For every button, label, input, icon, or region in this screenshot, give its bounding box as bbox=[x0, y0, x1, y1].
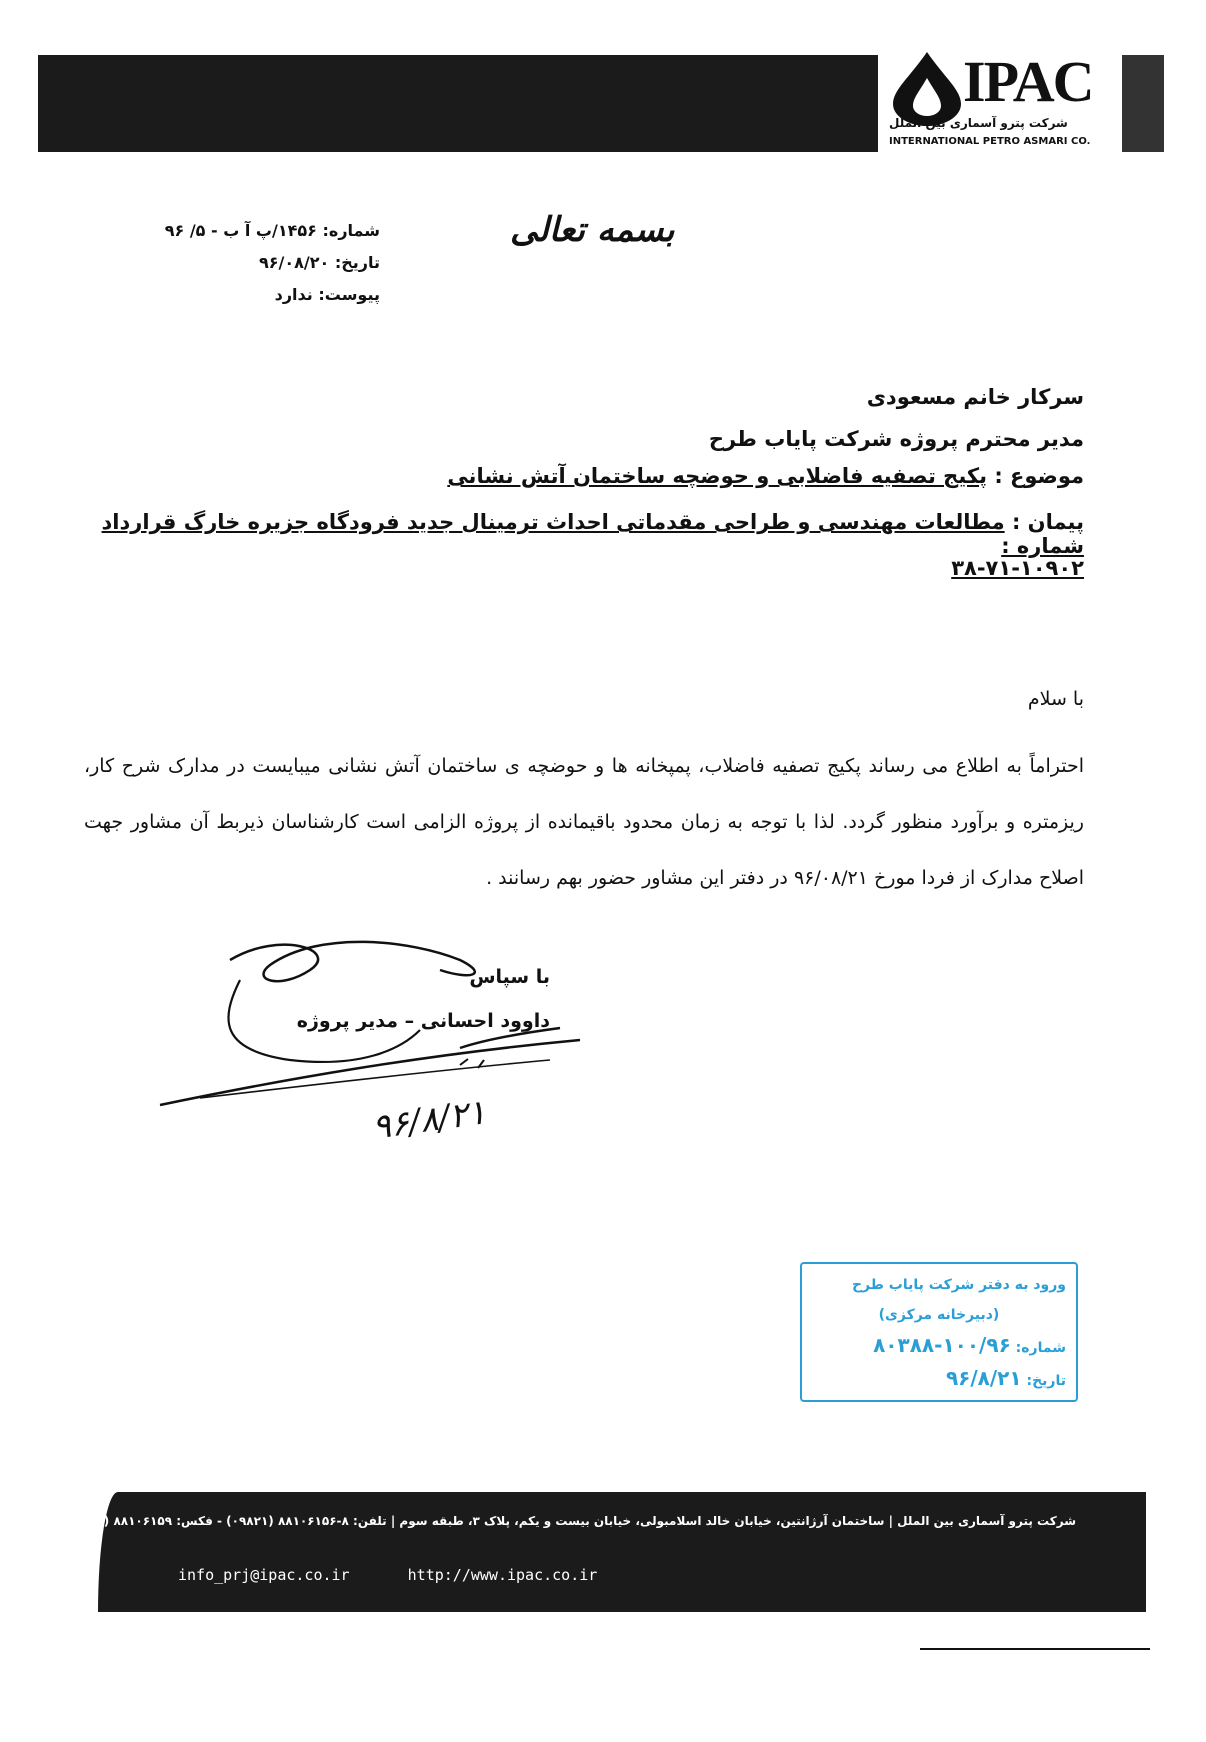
contract-label: پیمان : bbox=[1011, 510, 1084, 534]
letter-meta bbox=[80, 215, 380, 311]
letter-number: شماره: ۱۴۵۶/پ آ ب - ۵/ ۹۶ bbox=[164, 221, 380, 240]
subject-line bbox=[94, 464, 1084, 488]
greeting: با سلام bbox=[1027, 688, 1084, 710]
recipient-block bbox=[264, 376, 1084, 460]
signature-block bbox=[230, 955, 550, 1043]
signer-name: داوود احسانی – مدیر پروژه bbox=[296, 1010, 550, 1032]
subject-label: موضوع : bbox=[994, 464, 1084, 488]
footer-band bbox=[61, 1492, 1146, 1612]
recipient-title: مدیر محترم پروژه شرکت پایاب طرح bbox=[708, 427, 1084, 451]
stamp-date: ۹۶/۸/۲۱ bbox=[945, 1366, 1022, 1390]
bismillah-heading: بسمه تعالی bbox=[510, 210, 675, 250]
stamp-number: ۱۰۰/۹۶-۸۰۳۸۸ bbox=[873, 1333, 1011, 1357]
contract-number: ۳۸-۷۱-۱۰۹۰۲ bbox=[951, 556, 1084, 580]
handwritten-date: ۹۶/۸/۲۱ bbox=[369, 1092, 489, 1148]
stamp-subtitle: (دبیرخانه مرکزی) bbox=[878, 1307, 1000, 1323]
contract-number-line bbox=[94, 556, 1084, 580]
letter-date: تاریخ: ۹۶/۰۸/۲۰ bbox=[258, 253, 380, 272]
stamp-number-label: شماره: bbox=[1015, 1340, 1066, 1356]
closing-text: با سپاس bbox=[469, 966, 550, 988]
footer-contacts bbox=[178, 1566, 597, 1584]
footer-address: شرکت پترو آسماری بین الملل | ساختمان آرژانتین، خیابان خالد اسلامبولی، خیابان بیست و یکم، پلاک ۳، طبقه سوم | تلفن: ۸-۸۸۱۰۶۱۵۶ (۰۹۸۲۱) - فکس: ۸۸۱۰۶۱۵۹ (۰۹۸۲۱) bbox=[61, 1514, 1076, 1528]
contract-text: مطالعات مهندسی و طراحی مقدماتی احداث ترمینال جدید فرودگاه جزیره خارگ قرارداد شماره : bbox=[101, 510, 1084, 558]
header-side-strip bbox=[1122, 55, 1164, 152]
company-name-en: INTERNATIONAL PETRO ASMARI CO. bbox=[889, 136, 1091, 147]
letter-attachment: پیوست: ندارد bbox=[274, 285, 380, 304]
recipient-name: سرکار خانم مسعودی bbox=[866, 385, 1084, 409]
footer-rule bbox=[920, 1648, 1150, 1650]
stamp-date-label: تاریخ: bbox=[1026, 1373, 1066, 1389]
subject-text: پکیج تصفیه فاضلابی و حوضچه ساختمان آتش نشانی bbox=[447, 464, 987, 488]
stamp-date-row bbox=[812, 1363, 1066, 1396]
footer-email[interactable]: info_prj@ipac.co.ir bbox=[178, 1566, 350, 1584]
footer-website[interactable]: http://www.ipac.co.ir bbox=[407, 1566, 598, 1584]
header-black-band bbox=[38, 55, 878, 152]
body-paragraph: احتراماً به اطلاع می رساند پکیج تصفیه فاضلاب، پمپخانه ها و حوضچه ی ساختمان آتش نشانی میبایست در مدارک شرح کار، ریزمتره و برآورد منظور گردد. لذا با توجه به زمان محدود باقیمانده از پروژه الزامی است کارشناسان ذیربط آن مشاور جهت اصلاح مدارک از فردا مورخ ۹۶/۰۸/۲۱ در دفتر این مشاور حضور بهم رسانند . bbox=[84, 755, 1084, 889]
logo-wordmark: IPAC bbox=[963, 49, 1093, 114]
company-name-fa: شرکت پترو آسماری بین الملل bbox=[889, 116, 1068, 130]
receipt-stamp bbox=[800, 1262, 1078, 1402]
contract-line bbox=[94, 510, 1084, 558]
stamp-title: ورود به دفتر شرکت پایاب طرح bbox=[851, 1277, 1066, 1293]
company-logo bbox=[885, 40, 1095, 165]
stamp-number-row bbox=[812, 1330, 1066, 1363]
